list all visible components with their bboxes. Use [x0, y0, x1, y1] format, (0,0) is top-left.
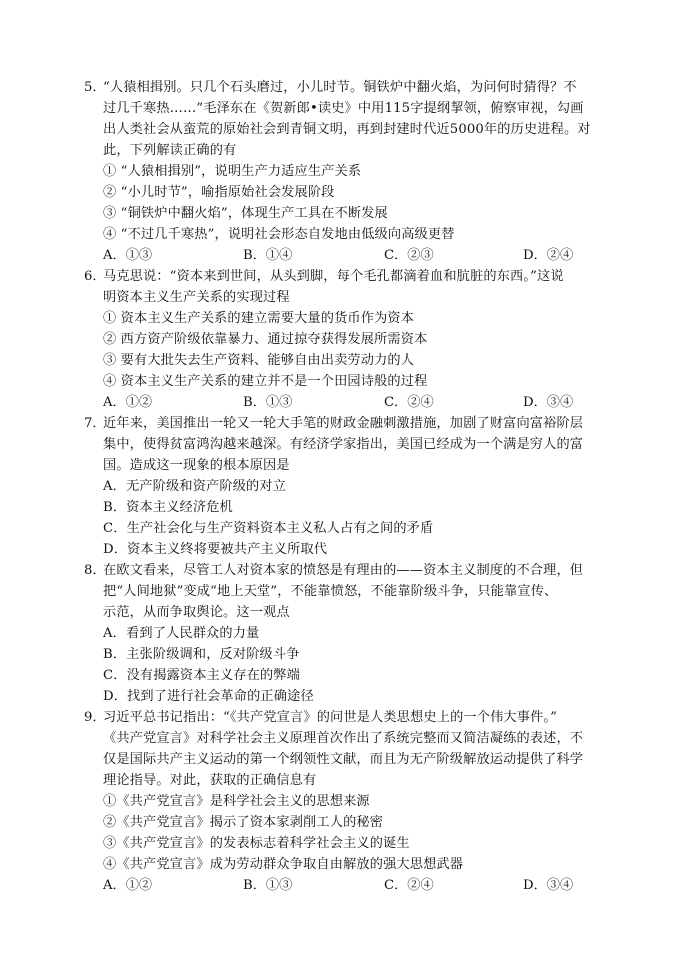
question-number: 9．: [84, 710, 106, 725]
statement-item: ② 西方资产阶级依靠暴力、通过掠夺获得发展所需资本: [103, 332, 428, 347]
question-stem-line: 此，下列解读正确的有: [103, 143, 237, 158]
choice-c[interactable]: C．没有揭露资本主义存在的弊端: [103, 668, 300, 683]
choice-d[interactable]: D．③④: [523, 395, 574, 410]
question-stem-line: 在欧文看来，尽管工人对资本家的愤怒是有理由的——资本主义制度的不合理，但: [103, 563, 584, 578]
choice-d[interactable]: D．③④: [523, 878, 574, 893]
choice-a[interactable]: A．①②: [103, 878, 153, 893]
choice-a[interactable]: A．无产阶级和资产阶级的对立: [103, 479, 287, 494]
choice-c[interactable]: C．生产社会化与生产资料资本主义私人占有之间的矛盾: [103, 521, 434, 536]
choice-d[interactable]: D．找到了进行社会革命的正确途径: [103, 689, 314, 704]
choice-c[interactable]: C．②④: [384, 395, 434, 410]
choice-c[interactable]: C．②③: [384, 248, 434, 263]
answer-choices: [0, 875, 688, 896]
question-stem-line: 把“人间地狱”变成“地上天堂”，不能靠愤怒，不能靠阶级斗争，只能靠宣传、: [103, 584, 558, 599]
statement-item: ③ 要有大批失去生产资料、能够自由出卖劳动力的人: [103, 353, 415, 368]
choice-d[interactable]: D．②④: [523, 248, 574, 263]
question-stem-line: 过几千寒热……”毛泽东在《贺新郎•读史》中用115字提纲挈领，俯察审视，勾画: [103, 101, 584, 116]
choice-c[interactable]: C．②④: [384, 878, 434, 893]
choice-b[interactable]: B．资本主义经济危机: [103, 500, 233, 515]
answer-choices: [0, 245, 688, 266]
statement-item: ④ 资本主义生产关系的建立并不是一个田园诗般的过程: [103, 374, 428, 389]
choice-b[interactable]: B．主张阶级调和，反对阶级斗争: [103, 647, 300, 662]
question-stem-line: 集中，使得贫富鸿沟越来越深。有经济学家指出，美国已经成为一个满是穷人的富: [103, 437, 584, 452]
statement-item: ① “人猿相揖别”，说明生产力适应生产关系: [103, 164, 362, 179]
choice-a[interactable]: A．看到了人民群众的力量: [103, 626, 260, 641]
choice-b[interactable]: B．①④: [243, 248, 293, 263]
question-stem-line: 明资本主义生产关系的实现过程: [103, 290, 290, 305]
question-number: 7．: [84, 416, 106, 431]
question-number: 6．: [84, 269, 106, 284]
answer-choices: [0, 392, 688, 413]
question-stem-line: “人猿相揖别。只几个石头磨过，小儿时节。铜铁炉中翻火焰，为问何时猜得？不: [103, 80, 577, 95]
question-number: 8．: [84, 563, 106, 578]
question-stem-line: 示范，从而争取舆论。这一观点: [103, 605, 290, 620]
statement-item: ②《共产党宣言》揭示了资本家剥削工人的秘密: [103, 815, 384, 830]
statement-item: ④ “不过几千寒热”，说明社会形态自发地由低级向高级更替: [103, 227, 455, 242]
choice-d[interactable]: D．资本主义终将要被共产主义所取代: [103, 542, 328, 557]
choice-a[interactable]: A．①②: [103, 395, 153, 410]
choice-a[interactable]: A．①③: [103, 248, 153, 263]
question-stem-line: 马克思说：“资本来到世间，从头到脚，每个毛孔都滴着血和肮脏的东西。”这说: [103, 269, 564, 284]
question-stem-line: 《共产党宣言》对科学社会主义原理首次作出了系统完整而又简洁凝练的表述，不: [103, 731, 584, 746]
statement-item: ② “小儿时节”，喻指原始社会发展阶段: [103, 185, 335, 200]
statement-item: ① 资本主义生产关系的建立需要大量的货币作为资本: [103, 311, 415, 326]
question-stem-line: 近年来，美国推出一轮又一轮大手笔的财政金融刺激措施，加剧了财富向富裕阶层: [103, 416, 584, 431]
choice-b[interactable]: B．①③: [243, 395, 293, 410]
statement-item: ③《共产党宣言》的发表标志着科学社会主义的诞生: [103, 836, 410, 851]
question-stem-line: 习近平总书记指出：“《共产党宣言》的问世是人类思想史上的一个伟大事件。”: [103, 710, 558, 725]
statement-item: ③ “铜铁炉中翻火焰”，体现生产工具在不断发展: [103, 206, 388, 221]
question-number: 5．: [84, 80, 106, 95]
choice-b[interactable]: B．①③: [243, 878, 293, 893]
statement-item: ④《共产党宣言》成为劳动群众争取自由解放的强大思想武器: [103, 857, 464, 872]
question-stem-line: 出人类社会从蛮荒的原始社会到青铜文明，再到封建时代近5000年的历史进程。对: [103, 122, 591, 137]
question-stem-line: 理论指导。对此，获取的正确信息有: [103, 773, 317, 788]
statement-item: ①《共产党宣言》是科学社会主义的思想来源: [103, 794, 370, 809]
question-stem-line: 国。造成这一现象的根本原因是: [103, 458, 290, 473]
question-stem-line: 仅是国际共产主义运动的第一个纲领性文献，而且为无产阶级解放运动提供了科学: [103, 752, 584, 767]
